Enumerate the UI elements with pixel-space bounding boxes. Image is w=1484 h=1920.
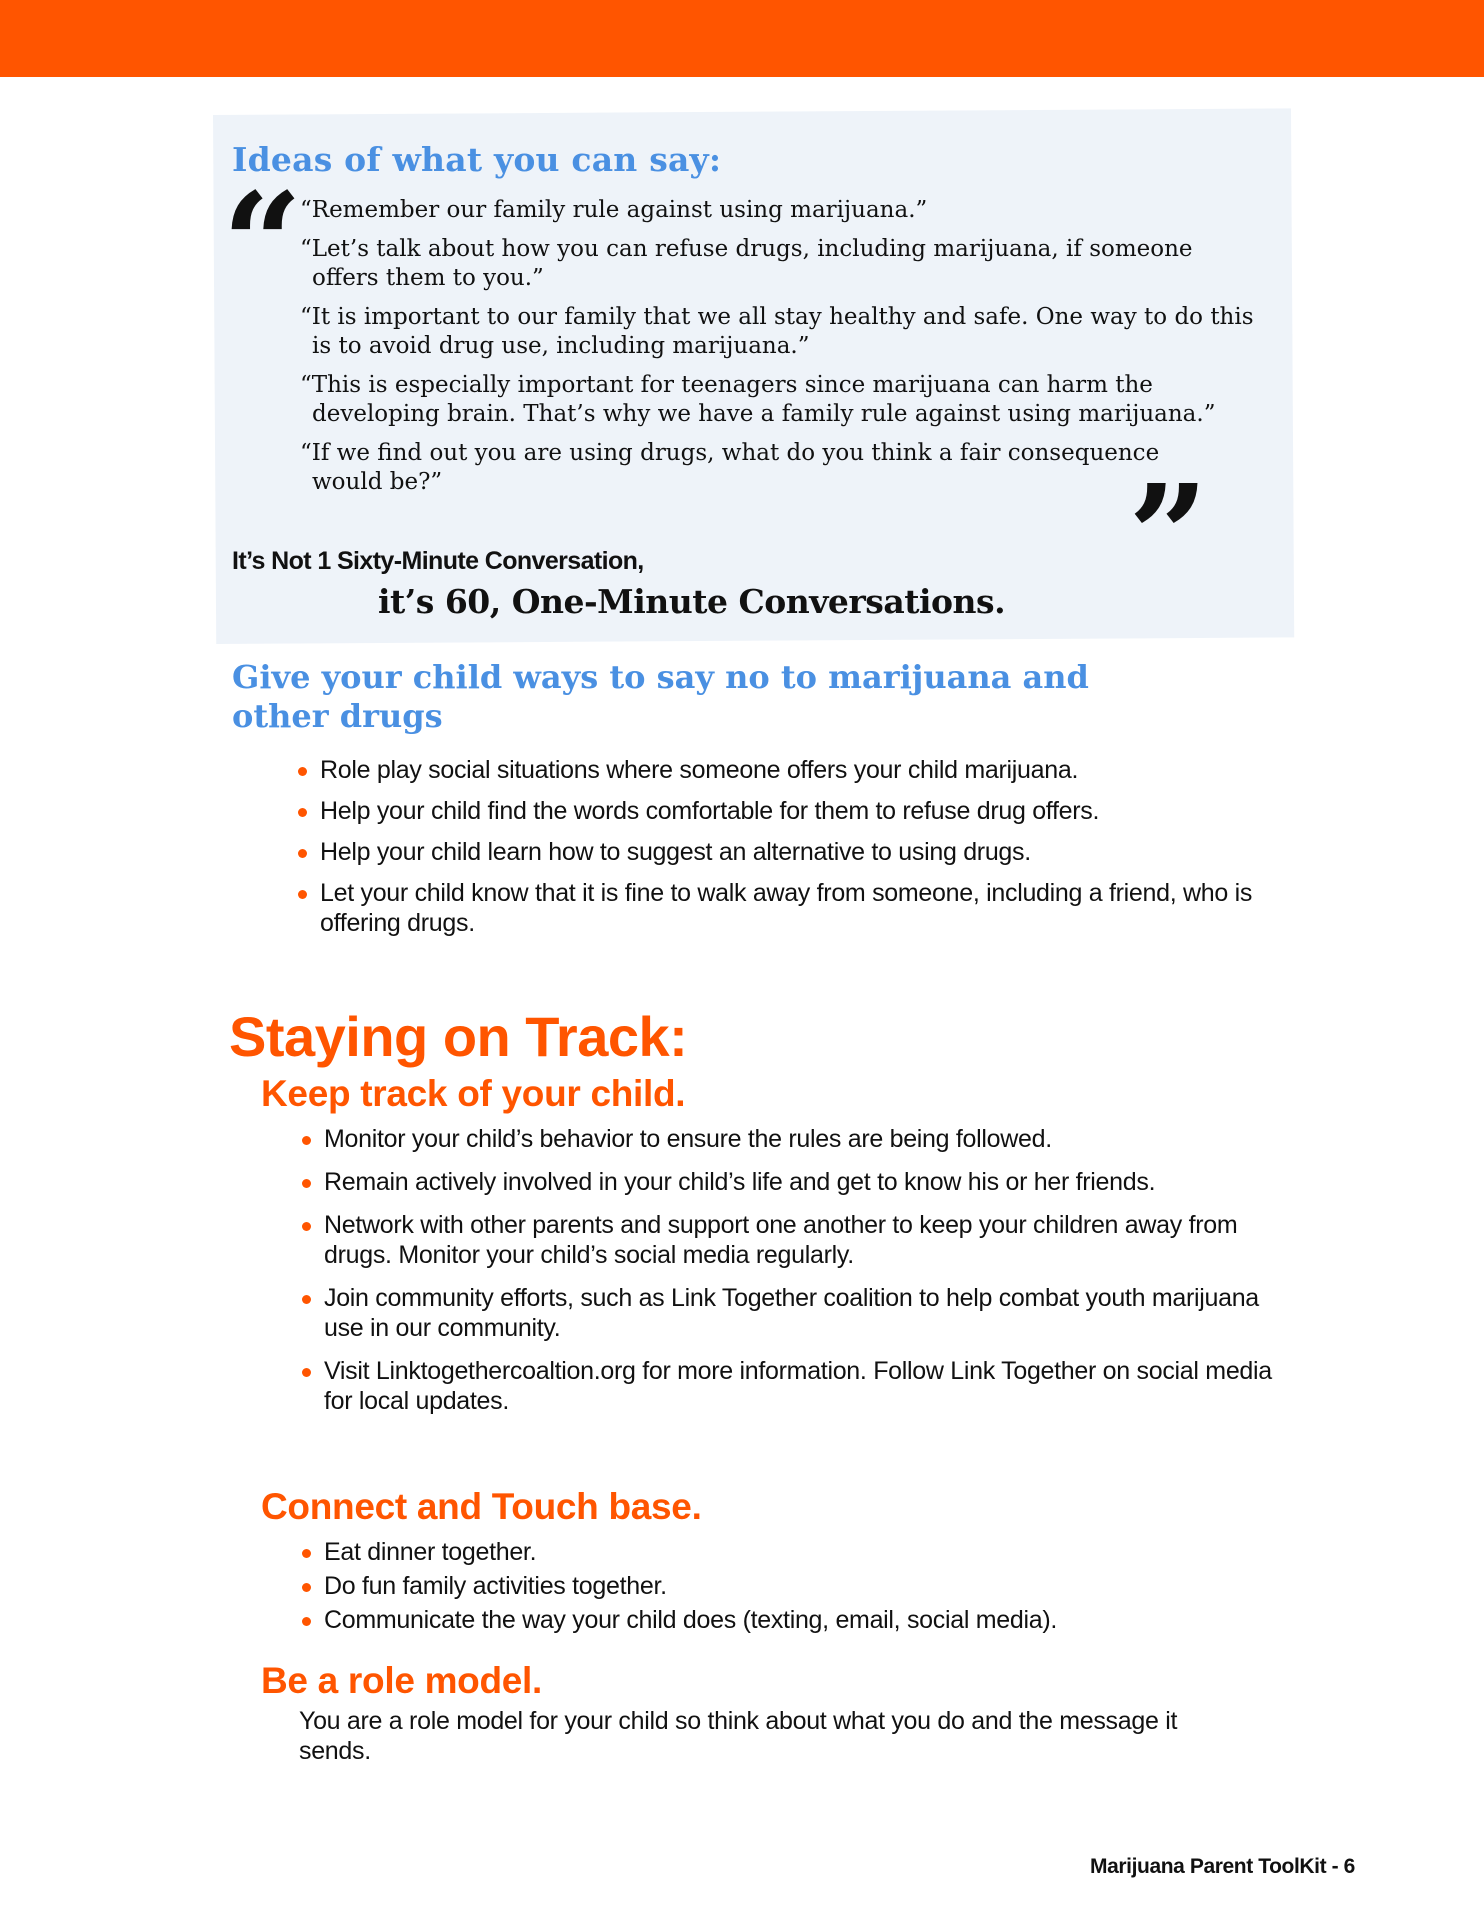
top-color-bar [0,0,1484,77]
quote-item: “If we find out you are using drugs, what do you think a fair consequence would be?” [300,440,1160,495]
list-item: Join community efforts, such as Link Together coalition to help combat youth marijuana use in our community. [302,1283,1284,1343]
give-section-list [298,755,1298,949]
give-section-heading: Give your child ways to say no to marijuana and other drugs [232,658,1089,735]
staying-on-track-heading: Staying on Track: [229,1005,688,1068]
quote-item: “This is especially important for teenagers since marijuana can harm the developing brain. That’s why we have a family rule against using marijuana.” [300,372,1216,427]
tagline-line-2: it’s 60, One-Minute Conversations. [378,582,1006,621]
keep-track-heading: Keep track of your child. [261,1073,686,1114]
page-footer: Marijuana Parent ToolKit - 6 [1090,1855,1355,1878]
close-quote-icon: ” [1128,455,1209,619]
list-item: Let your child know that it is fine to walk away from someone, including a friend, who is offering drugs. [298,878,1270,938]
role-model-heading: Be a role model. [261,1660,543,1701]
connect-heading: Connect and Touch base. [261,1486,702,1527]
list-item: Help your child find the words comfortable for them to refuse drug offers. [298,796,1298,826]
quote-item: “Remember our family rule against using marijuana.” [300,197,928,223]
quote-item: “It is important to our family that we all stay healthy and safe. One way to do this is to avoid drug use, including marijuana.” [300,304,1254,359]
list-item: Visit Linktogethercoaltion.org for more information. Follow Link Together on social media for local updates. [302,1356,1284,1416]
list-item: Do fun family activities together. [302,1571,1282,1601]
list-item: Help your child learn how to suggest an alternative to using drugs. [298,837,1298,867]
list-item: Monitor your child’s behavior to ensure the rules are being followed. [302,1124,1282,1154]
list-item: Remain actively involved in your child’s life and get to know his or her friends. [302,1167,1204,1197]
tagline-line-1: It’s Not 1 Sixty-Minute Conversation, [232,547,644,575]
keep-track-list [302,1124,1282,1429]
quote-box-heading: Ideas of what you can say: [232,140,722,179]
quote-list [300,196,1260,507]
quote-item: “Let’s talk about how you can refuse drugs, including marijuana, if someone offers them to you.” [300,236,1193,291]
list-item: Communicate the way your child does (texting, email, social media). [302,1605,1282,1635]
list-item: Role play social situations where someone offers your child marijuana. [298,755,1298,785]
role-model-text: You are a role model for your child so think about what you do and the message it sends. [299,1707,1178,1765]
list-item: Network with other parents and support one another to keep your children away from drugs. Monitor your child’s social media regularly. [302,1210,1264,1270]
list-item: Eat dinner together. [302,1537,1282,1567]
connect-list [302,1537,1282,1639]
open-quote-icon: “ [222,163,303,327]
